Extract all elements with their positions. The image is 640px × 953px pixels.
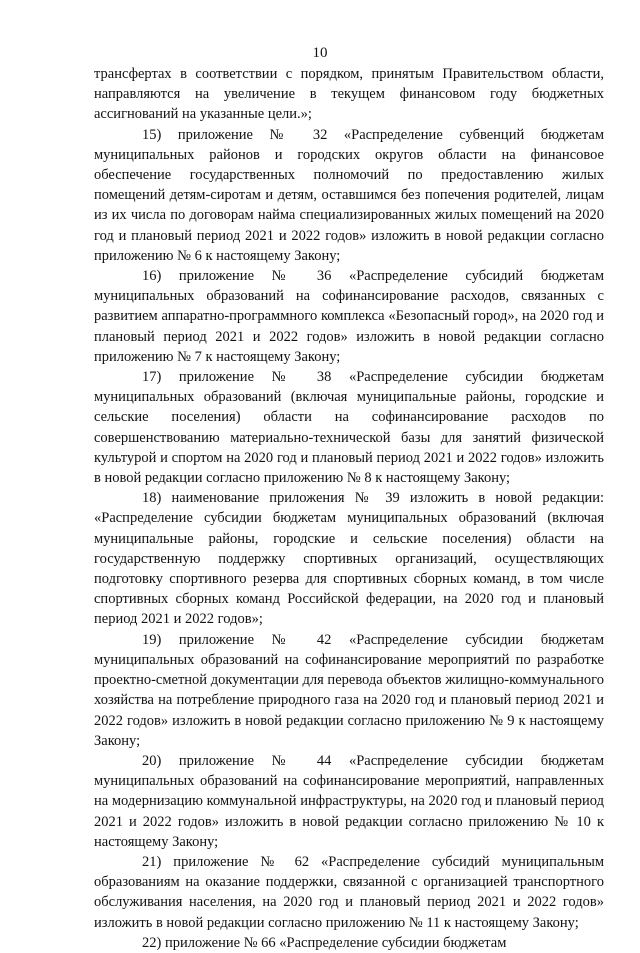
paragraph-item-17: 17) приложение № 38 «Распределение субсидии бюджетам муниципальных образований (включая муниципальные районы, городские и сельские поселения) области на софинансирование расходов по совершенствованию материально-технической базы для занятий физической культурой и спортом на 2020 год и плановый период 2021 и 2022 годов» изложить в новой редакции согласно приложению № 8 к настоящему Закону; xyxy=(94,369,604,487)
page-number: 10 xyxy=(312,45,328,61)
paragraph-item-22: 22) приложение № 66 «Распределение субсидии бюджетам xyxy=(142,934,507,951)
paragraph-item-20: 20) приложение № 44 «Распределение субсидии бюджетам муниципальных образований на софинансирование мероприятий, направленных на модернизацию коммунальной инфраструктуры, на 2020 год и плановый период 2021 и 2022 годов» изложить в новой редакции согласно приложению № 10 к настоящему Закону; xyxy=(94,752,604,850)
paragraph-item-16: 16) приложение № 36 «Распределение субсидий бюджетам муниципальных образований на софинансирование расходов, связанных с развитием аппаратно-программного комплекса «Безопасный город», на 2020 год и плановый период 2021 и 2022 годов» изложить в новой редакции согласно приложению № 7 к настоящему Закону; xyxy=(94,268,604,365)
paragraph-item-21: 21) приложение № 62 «Распределение субсидий муниципальным образованиям на оказание поддержки, связанной с организацией транспортного обслуживания населения, на 2020 год и плановый период 2021 и 2022 годов» изложить в новой редакции согласно приложению № 11 к настоящему Закону; xyxy=(94,853,604,931)
document-body xyxy=(94,64,604,953)
paragraph-continuation: трансфертах в соответствии с порядком, принятым Правительством области, направляются на увеличение в текущем финансовом году бюджетных ассигнований на указанные цели.»; xyxy=(94,66,604,123)
paragraph-item-19: 19) приложение № 42 «Распределение субсидии бюджетам муниципальных образований на софинансирование мероприятий по разработке проектно-сметной документации для перевода объектов жилищно-коммунального хозяйства на потребление природного газа на 2020 год и плановый период 2021 и 2022 годов» изложить в новой редакции согласно приложению № 9 к настоящему Закону; xyxy=(94,631,604,749)
paragraph-item-15: 15) приложение № 32 «Распределение субвенций бюджетам муниципальных районов и городских округов области на финансовое обеспечение государственных полномочий по предоставлению жилых помещений детям-сиротам и детям, оставшимся без попечения родителей, лицам из их числа по договорам найма специализированных жилых помещений на 2020 год и плановый период 2021 и 2022 годов» изложить в новой редакции согласно приложению № 6 к настоящему Закону; xyxy=(94,126,604,264)
paragraph-item-18: 18) наименование приложения № 39 изложить в новой редакции: «Распределение субсидии бюджетам муниципальных образований (включая муниципальные районы, городские и сельские поселения) области на государственную поддержку спортивных организаций, осуществляющих подготовку спортивного резерва для спортивных сборных команд, в том числе спортивных сборных команд Российской федерации, на 2020 год и плановый период 2021 и 2022 годов»; xyxy=(94,490,604,628)
